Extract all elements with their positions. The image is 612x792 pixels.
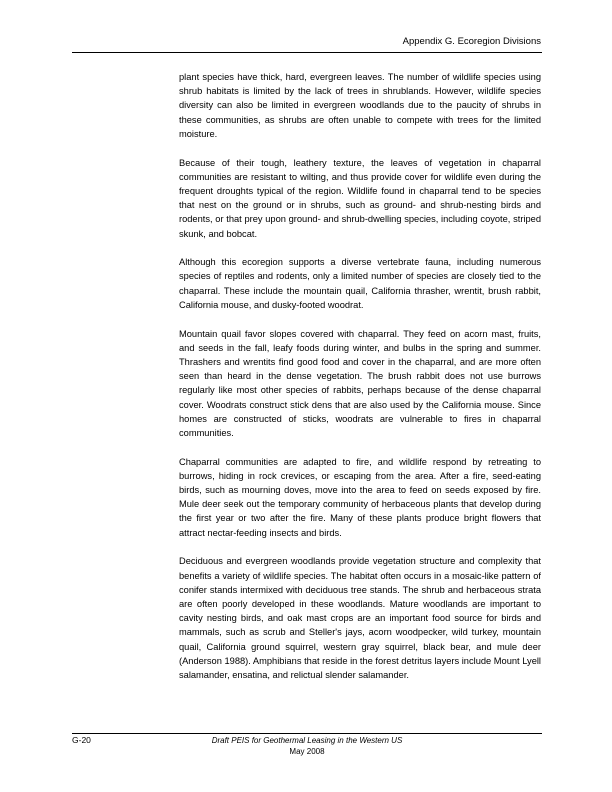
paragraph: plant species have thick, hard, evergreen leaves. The number of wildlife species using shrub habitats is limited by the lack of trees in shrublands. However, wildlife species diversity can also be limited in evergreen woodlands due to the paucity of shrubs in these communities, as shrubs are often unable to compete with trees for the limited moisture. <box>179 72 541 139</box>
header-divider <box>72 52 542 53</box>
footer-divider <box>72 733 542 734</box>
document-title: Draft PEIS for Geothermal Leasing in the Western US <box>211 736 403 745</box>
paragraph: Deciduous and evergreen woodlands provide vegetation structure and complexity that benefits a variety of wildlife species. The habitat often occurs in a mosaic-like pattern of conifer stands intermixed with deciduous tree stands. The shrub and herbaceous strata are often poorly developed in these woodlands. Mature woodlands are important to cavity nesting birds, and oak mast crops are an important food source for birds and mammals, such as scrub and Steller's jays, acorn woodpecker, wild turkey, mountain quail, California ground squirrel, western gray squirrel, black bear, and mule deer (Anderson 1988). Amphibians that reside in the forest detritus layers include Mount Lyell salamander, ensatina, and relictual slender salamander. <box>179 556 541 681</box>
body-text <box>179 70 541 697</box>
paragraph: Mountain quail favor slopes covered with chaparral. They feed on acorn mast, fruits, and seeds in the fall, leafy foods during winter, and bulbs in the spring and summer. Thrashers and wrentits find good food and cover in the chaparral, and are more often seen than heard in the dense vegetation. The brush rabbit does not use burrows regularly like most other species of rabbits, perhaps because of the dense chaparral cover. Woodrats construct stick dens that are also used by the California mouse. Since homes are constructed of sticks, woodrats are vulnerable to fires in chaparral communities. <box>179 328 541 438</box>
paragraph: Because of their tough, leathery texture, the leaves of vegetation in chaparral communities are resistant to wilting, and thus provide cover for wildlife even during the frequent droughts typical of the region. Wildlife found in chaparral tend to be species that nest on the ground or in shrubs, such as ground- and shrub-nesting birds and rodents, or that prey upon ground- and shrub-dwelling species, including coyote, striped skunk, and bobcat. <box>179 157 541 239</box>
paragraph: Chaparral communities are adapted to fire, and wildlife respond by retreating to burrows, hiding in rock crevices, or escaping from the area. After a fire, seed-eating birds, such as mourning doves, move into the area to feed on seeds exposed by fire. Mule deer seek out the temporary community of herbaceous plants that develop during the first year or two after the fire. Many of these plants produce bright flowers that attract nectar-feeding insects and birds. <box>179 456 541 538</box>
paragraph: Although this ecoregion supports a diverse vertebrate fauna, including numerous species of reptiles and rodents, only a limited number of species are closely tied to the chaparral. These include the mountain quail, California thrasher, wrentit, brush rabbit, California mouse, and dusky-footed woodrat. <box>179 257 541 310</box>
page-number: G-20 <box>72 735 91 745</box>
publication-date: May 2008 <box>289 747 325 756</box>
running-header: Appendix G. Ecoregion Divisions <box>402 36 541 47</box>
